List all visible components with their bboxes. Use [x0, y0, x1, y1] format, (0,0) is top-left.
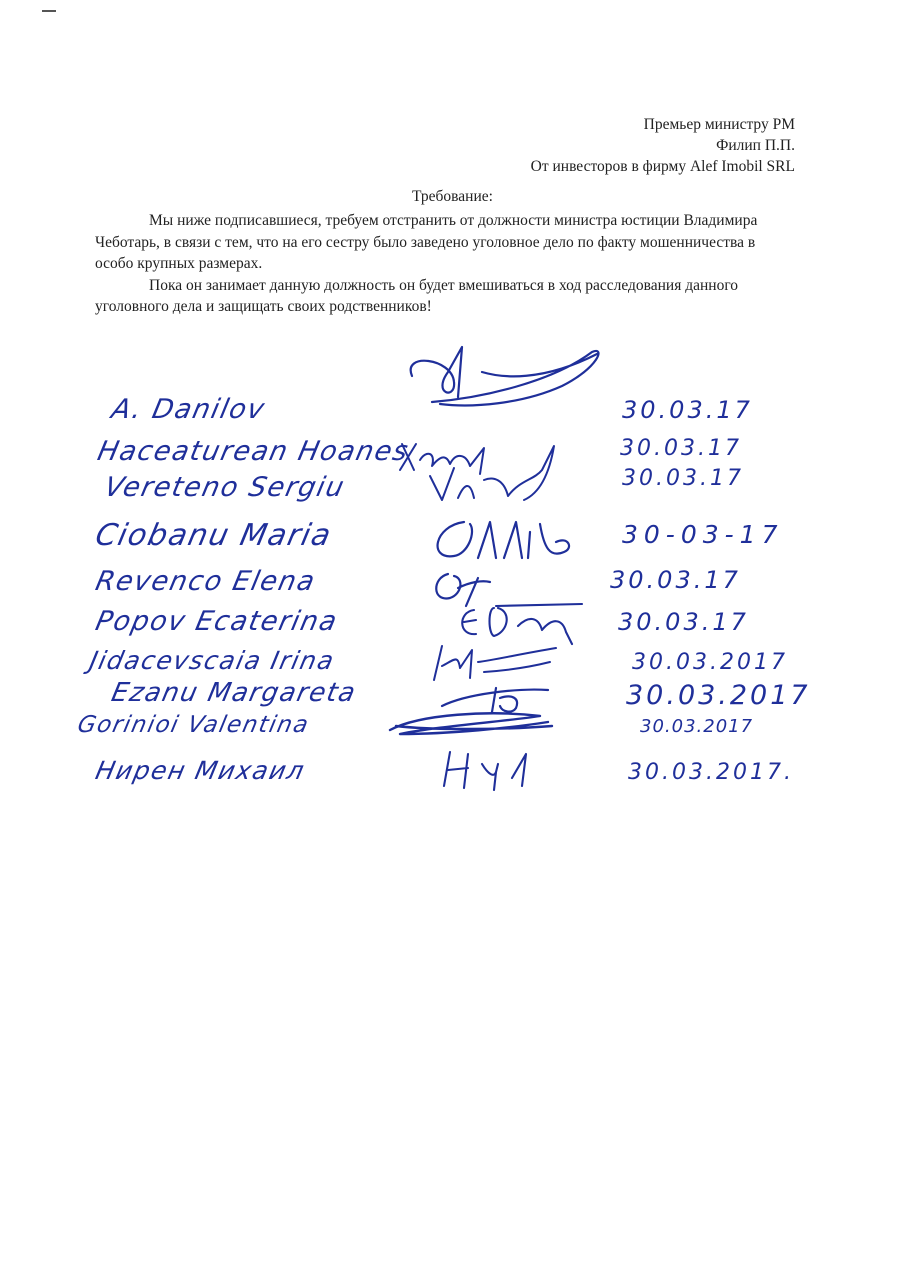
signatory-name: Нирен Михаил [92, 756, 308, 785]
addressee-line-3: От инвесторов в фирму Alef Imobil SRL [530, 158, 795, 175]
addressee-line-1: Премьер министру РМ [643, 116, 795, 133]
document-body [95, 210, 785, 318]
signature-date: 30.03.17 [610, 566, 741, 594]
scan-mark [42, 10, 56, 16]
signatory-name: Ezanu Margareta [108, 678, 360, 708]
paragraph-1: Мы ниже подписавшиеся, требуем отстранить от должности министра юстиции Владимира Чеботарь, в связи с тем, что на его сестру было заведено уголовное дело по факту мошенничества в особо крупных размерах. [95, 212, 758, 272]
signature-mark [452, 596, 592, 646]
signature-date: 30.03.17 [622, 466, 744, 491]
signature-date: 30-03-17 [622, 520, 784, 549]
paragraph-2: Пока он занимает данную должность он будет вмешиваться в ход расследования данного уголовного дела и защищать своих родственников! [95, 276, 739, 315]
signature-date: 30.03.2017 [640, 716, 754, 737]
signature-mark [392, 342, 612, 432]
signature-mark [434, 744, 544, 792]
signatory-name: A. Danilov [108, 394, 269, 425]
signatory-name: Popov Ecaterina [92, 606, 341, 637]
signatory-name: Haceaturean Hoanes [94, 436, 412, 467]
document-heading: Требование: [412, 188, 493, 205]
signature-date: 30.03.17 [620, 436, 742, 461]
signatory-name: Jidacevscaia Irina [86, 646, 338, 675]
signatory-name: Gorinioi Valentina [75, 712, 312, 738]
signature-date: 30.03.2017 [626, 680, 811, 711]
signature-mark [424, 512, 584, 568]
signature-date: 30.03.17 [622, 396, 753, 424]
signatory-name: Revenco Elena [92, 566, 319, 597]
signatory-name: Vereteno Sergiu [101, 472, 349, 503]
signature-date: 30.03.2017 [632, 650, 788, 675]
signature-date: 30.03.17 [618, 608, 749, 636]
signature-mark [424, 440, 574, 506]
signatory-name: Ciobanu Maria [92, 518, 336, 553]
signature-date: 30.03.2017. [628, 760, 794, 785]
signature-mark [424, 640, 564, 684]
addressee-line-2: Филип П.П. [716, 137, 795, 154]
signature-mark [380, 704, 560, 748]
addressee-block [531, 114, 795, 177]
